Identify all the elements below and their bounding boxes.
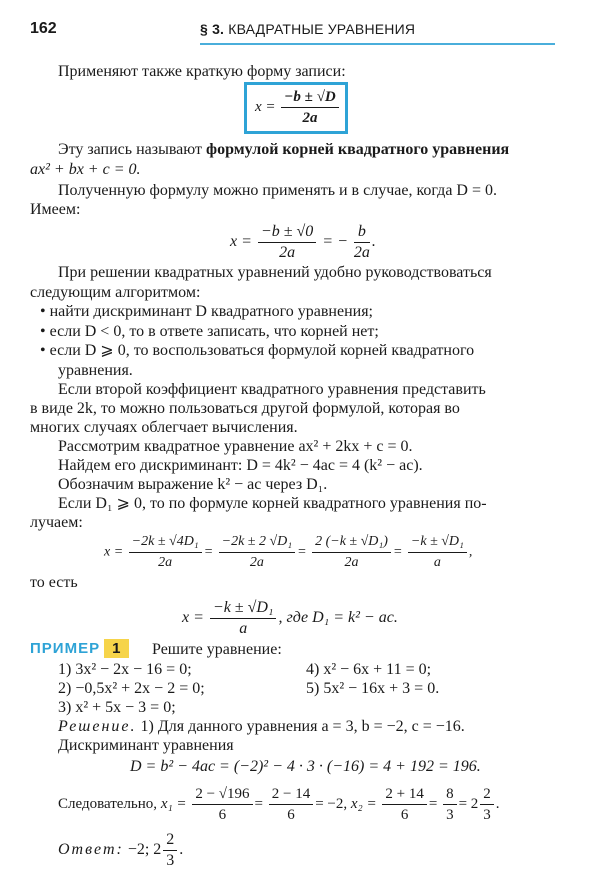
discriminant-equation: D = b² − 4ac = (−2)² − 4 · 3 · (−16) = 4 + 192 = 196. [130, 758, 481, 775]
task-item: 3) x² + 5x − 3 = 0; [58, 699, 176, 716]
bullet-item: • найти дискриминант D квадратного уравнения; [40, 303, 373, 320]
paragraph-if-d1-cont: лучаем: [30, 514, 83, 531]
general-equation: ax² + bx + c = 0. [30, 161, 141, 178]
bullet-item-cont: уравнения. [58, 362, 133, 379]
boxed-formula [244, 82, 348, 134]
boxed-formula-numerator: −b ± √D [281, 87, 338, 108]
example-task: Решите уравнение: [152, 641, 282, 658]
paragraph-have: Имеем: [30, 201, 81, 218]
section-mark: § 3. [200, 21, 225, 37]
example-number: 1 [104, 639, 129, 658]
task-item: 4) x² − 6x + 11 = 0; [306, 661, 432, 678]
example-heading: ПРИМЕР 1 [30, 639, 129, 658]
formula-term: формулой корней квадратного уравнения [206, 141, 510, 158]
algorithm-intro-cont: следующим алгоритмом: [30, 284, 201, 301]
paragraph-formula-name: Эту запись называют формулой корней квадратного уравнения [58, 141, 510, 158]
equation-short: x = $\frac{\text{−k ± √D₁}}{a}$ , где D₁ = k² − ac. [182, 599, 398, 637]
paragraph-consider: Рассмотрим квадратное уравнение ax² + 2kx + c = 0. [58, 438, 413, 455]
task-item: 2) −0,5x² + 2x − 2 = 0; [58, 680, 205, 697]
paragraph-2k: Если второй коэффициент квадратного уравнения представить [58, 381, 486, 398]
solution-label: Решение. [58, 718, 137, 735]
paragraph-denote: Обозначим выражение k² − ac через D₁. [58, 476, 328, 493]
running-header [200, 21, 415, 37]
boxed-formula-denominator: 2a [302, 110, 318, 126]
boxed-formula-lhs: x = [255, 98, 276, 115]
task-item: 1) 3x² − 2x − 16 = 0; [58, 661, 192, 678]
header-rule [200, 43, 555, 45]
boxed-formula-fraction [281, 87, 338, 128]
bullet-item: • если D ⩾ 0, то воспользоваться формулой корней квадратного [40, 342, 475, 359]
paragraph-2k-cont: в виде 2k, то можно пользоваться другой формулой, которая во [30, 400, 460, 417]
roots-line: Следовательно, x₁ = $\frac{2 - √196}{6}$ = $\frac{2 - 14}{6}$ = −2, x₂ = $\frac{2 + 14}{6}$ = $\frac{8}{3}$ = 2 $\frac{2}{3}$ . [58, 786, 500, 823]
paragraph-2k-cont: многих случаях облегчает вычисления. [30, 419, 298, 436]
task-item: 5) 5x² − 16x + 3 = 0. [306, 680, 440, 697]
paragraph-if-d1: Если D₁ ⩾ 0, то по формуле корней квадратного уравнения по- [58, 495, 487, 512]
intro-text: Применяют также краткую форму записи: [58, 63, 346, 80]
that-is: то есть [30, 574, 78, 591]
discriminant-label: Дискриминант уравнения [58, 737, 234, 754]
equation-d-zero: x = $\frac{-b \pm √0}{2a}$ = − $\frac{b}{2a}$ . [230, 223, 376, 261]
paragraph-d-zero: Полученную формулу можно применять и в случае, когда D = 0. [58, 182, 497, 199]
bullet-item: • если D < 0, то в ответе записать, что корней нет; [40, 323, 379, 340]
page-number: 162 [30, 20, 57, 37]
algorithm-intro: При решении квадратных уравнений удобно руководствоваться [58, 264, 492, 281]
answer-line: Ответ: −2; 2 $\frac{2}{3}$ . [58, 831, 184, 869]
answer-label: Ответ: [58, 841, 124, 859]
paragraph-discriminant: Найдем его дискриминант: D = 4k² − 4ac = 4 (k² − ac). [58, 457, 423, 474]
section-title: КВАДРАТНЫЕ УРАВНЕНИЯ [228, 21, 416, 37]
equation-chain: x = $\frac{\text{−2k ± √4D₁}}{2a}$ = $\frac{\text{−2k ± 2 √D₁}}{2a}$ = $\frac{\text{2 (−k ± √D₁)}}{2a}$ = $\frac{\text{−k ± √D₁}}{a}$ , [104, 534, 473, 570]
solution-line: Решение. 1) Для данного уравнения a = 3, b = −2, c = −16. [58, 718, 465, 735]
